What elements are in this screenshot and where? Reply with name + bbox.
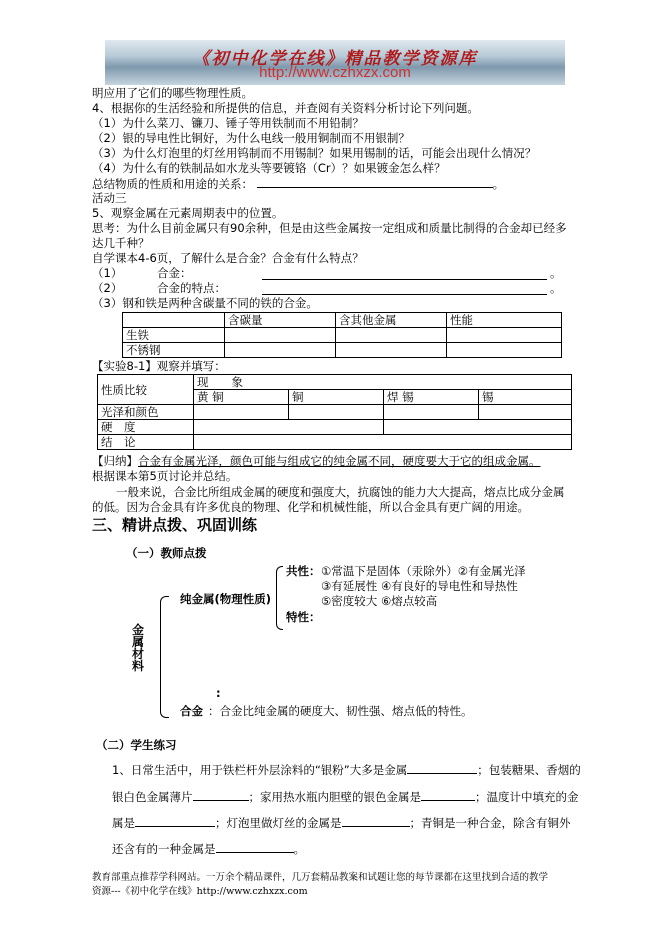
corner-cell: 性质比较	[98, 375, 194, 405]
experiment-table	[97, 374, 572, 450]
text-line	[92, 454, 541, 469]
section-title: 三、精讲点拨、巩固训练	[92, 516, 258, 534]
text: ；青铜是一种合金，除含有铜外	[409, 816, 571, 830]
period: 。	[492, 177, 505, 191]
text-line: （3）为什么灯泡里的灯丝用钨制而不用锡制？如果用锡制的话，可能会出现什么情况？	[92, 146, 537, 160]
blank[interactable]	[193, 789, 249, 801]
common-props: ③有延展性 ④有良好的导电性和导热性	[321, 579, 518, 593]
text: ；包装糖果、香烟的	[477, 763, 581, 777]
question-line	[112, 762, 581, 778]
header-cell: 含其他金属	[336, 313, 447, 328]
text-line: 5、观察金属在元素周期表中的位置。	[92, 206, 284, 220]
colon: :	[216, 686, 221, 700]
common-props: ⑤密度较大 ⑥熔点较高	[321, 594, 438, 608]
text-line: 活动三	[92, 191, 127, 205]
text: 1、日常生活中，用于铁栏杆外层涂料的“银粉”大多是金属	[112, 763, 408, 777]
site-banner	[105, 40, 565, 85]
blank[interactable]	[216, 841, 294, 853]
subsection-title: （二）学生练习	[96, 738, 177, 752]
cell[interactable]	[479, 405, 572, 420]
text: 。	[293, 842, 305, 856]
blank[interactable]	[262, 268, 547, 280]
question-line	[112, 815, 571, 831]
period: 。	[550, 281, 562, 295]
row-label: 光泽和颜色	[98, 405, 194, 420]
cell[interactable]	[194, 405, 289, 420]
text-line	[92, 266, 562, 281]
text-line: 的低。因为合金具有许多优良的物理、化学和机械性能，所以合金具有更广阔的用途。	[92, 500, 529, 514]
cell[interactable]	[447, 343, 562, 358]
header-cell: 锡	[479, 390, 572, 405]
text: 还含有的一种金属是	[112, 842, 216, 856]
subsection-title: （一）教师点拨	[126, 546, 207, 560]
text-line: 达几千种？	[92, 236, 150, 250]
text-line: 【实验8-1】观察并填写：	[92, 359, 226, 373]
header-cell: 铜	[289, 390, 384, 405]
text: ；家用热水瓶内胆壁的银色金属是	[248, 790, 421, 804]
period: 。	[550, 266, 562, 280]
label: 合金的特点：	[157, 281, 226, 295]
cell[interactable]	[225, 328, 336, 343]
text-line: 一般来说，合金比所组成金属的硬度和强度大，抗腐蚀的能力大大提高，熔点比成分金属	[116, 485, 565, 499]
cell[interactable]	[336, 343, 447, 358]
row-label: 结 论	[98, 435, 194, 450]
text: 银白色金属薄片	[112, 790, 193, 804]
banner-url: http://www.czhxzx.com	[259, 64, 411, 81]
banner-title: 《初中化学在线》精品教学资源库	[192, 49, 478, 69]
cell[interactable]	[194, 435, 572, 450]
num: （1）	[92, 266, 123, 280]
text: ；灯泡里做灯丝的金属是	[215, 816, 342, 830]
alloy-text: ：合金比纯金属的硬度大、韧性强、熔点低的特性。	[208, 704, 473, 718]
label: 【归纳】	[92, 454, 138, 468]
row-label: 不锈钢	[123, 343, 225, 358]
cell[interactable]	[384, 420, 572, 435]
blank[interactable]	[342, 815, 410, 827]
root-label: 金属材料	[132, 623, 145, 673]
common-props: ①常温下是固体（汞除外）②有金属光泽	[321, 564, 526, 578]
group-header: 现 象	[194, 375, 572, 390]
text-line: 根据课本第5页讨论并总结。	[92, 469, 238, 483]
text: ；温度计中填充的金	[475, 790, 579, 804]
iron-steel-table	[122, 312, 562, 358]
cell[interactable]	[447, 328, 562, 343]
text-line: 思考：为什么目前金属只有90余种，但是由这些金属按一定组成和质量比制得的合金却已经多	[92, 221, 567, 235]
blank[interactable]	[257, 176, 493, 188]
text-line	[92, 176, 504, 192]
header-cell: 焊 锡	[384, 390, 479, 405]
summary: 合金有金属光泽，颜色可能与组成它的纯金属不同，硬度要大于它的组成金属。	[138, 454, 541, 468]
question-line	[112, 841, 305, 857]
text-line: （3）钢和铁是两种含碳量不同的铁的合金。	[92, 296, 318, 310]
header-cell: 黄 铜	[194, 390, 289, 405]
cell[interactable]	[336, 328, 447, 343]
question-line	[112, 789, 579, 805]
text-line: （4）为什么有的铁制品如水龙头等要镀铬（Cr）？如果镀金怎么样？	[92, 161, 446, 175]
cell[interactable]	[384, 405, 479, 420]
cell[interactable]	[225, 343, 336, 358]
footer-line: 教育部重点推荐学科网站。一万余个精品课件，几万套精品教案和试题让您的每节课都在这里找到合适的教学	[92, 872, 549, 883]
header-cell	[123, 313, 225, 328]
brace	[160, 596, 169, 718]
text-line: （2）银的导电性比铜好，为什么电线一般用铜制而不用银制？	[92, 131, 410, 145]
header-cell: 含碳量	[225, 313, 336, 328]
blank[interactable]	[407, 762, 477, 774]
footer-line: 资源---《初中化学在线》http://www.czhxzx.com	[92, 886, 308, 897]
special-label: 特性：	[286, 610, 321, 624]
common-label: 共性：	[286, 564, 321, 578]
text-line: （1）为什么菜刀、镰刀、锤子等用铁制而不用铅制？	[92, 116, 364, 130]
text-line: 自学课本4-6页，了解什么是合金？合金有什么特点？	[92, 251, 364, 265]
text: 属是	[112, 816, 135, 830]
alloy-label: 合金	[180, 704, 203, 718]
blank[interactable]	[135, 815, 215, 827]
text-line: 明应用了它们的哪些物理性质。	[92, 86, 253, 100]
text-line	[92, 281, 572, 296]
text-line: 4、根据你的生活经验和所提供的信息，并查阅有关资料分析讨论下列问题。	[92, 101, 479, 115]
blank[interactable]	[262, 283, 547, 295]
header-cell: 性能	[447, 313, 562, 328]
row-label: 生铁	[123, 328, 225, 343]
num: （2）	[92, 281, 123, 295]
row-label: 硬 度	[98, 420, 194, 435]
cell[interactable]	[289, 405, 384, 420]
label: 总结物质的性质和用途的关系：	[92, 177, 253, 191]
cell[interactable]	[194, 420, 384, 435]
pure-metal-label: 纯金属(物理性质)	[180, 592, 272, 606]
label: 合金：	[157, 266, 192, 280]
blank[interactable]	[421, 789, 475, 801]
brace	[276, 566, 283, 630]
